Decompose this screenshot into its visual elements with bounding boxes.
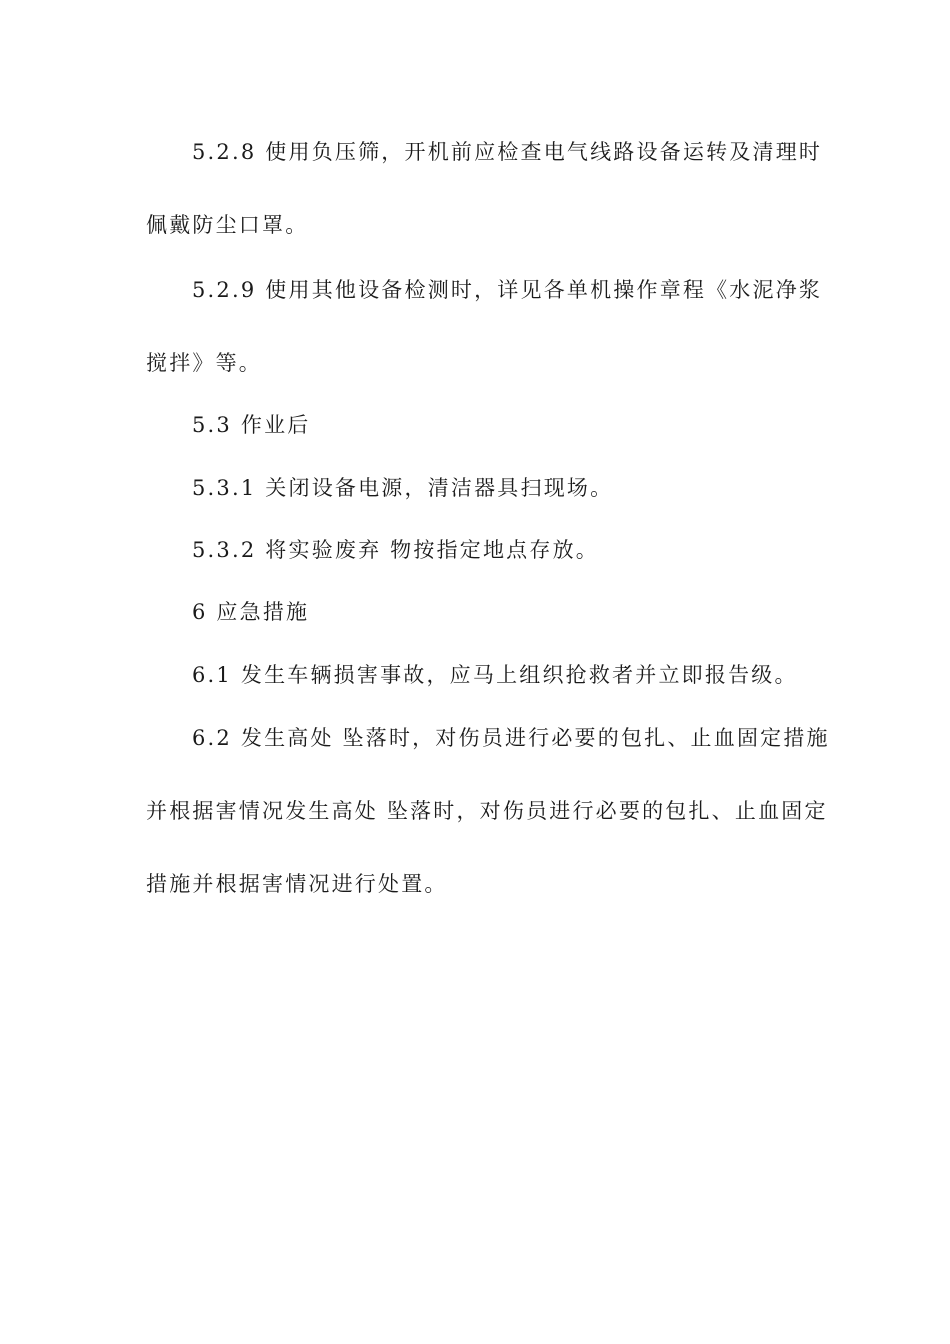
- section-6-heading: 6 应急措施: [192, 600, 310, 624]
- clause-6-2-line-3: 措施并根据害情况进行处置。: [146, 872, 448, 896]
- clause-5-2-9-line-2: 搅拌》等。: [146, 351, 262, 375]
- clause-5-2-9-line-1: 5.2.9 使用其他设备检测时，详见各单机操作章程《水泥净浆: [192, 278, 823, 302]
- clause-6-2-line-1: 6.2 发生高处 坠落时，对伤员进行必要的包扎、止血固定措施: [192, 726, 830, 750]
- clause-5-2-8-line-1: 5.2.8 使用负压筛，开机前应检查电气线路设备运转及清理时: [192, 140, 823, 164]
- clause-5-2-8-line-2: 佩戴防尘口罩。: [146, 213, 309, 237]
- section-5-3-heading: 5.3 作业后: [192, 413, 311, 437]
- clause-5-3-2: 5.3.2 将实验废弃 物按指定地点存放。: [192, 538, 599, 562]
- clause-5-3-1: 5.3.1 关闭设备电源，清洁器具扫现场。: [192, 476, 614, 500]
- clause-6-1: 6.1 发生车辆损害事故，应马上组织抢救者并立即报告级。: [192, 663, 798, 687]
- clause-6-2-line-2: 并根据害情况发生高处 坠落时，对伤员进行必要的包扎、止血固定: [146, 799, 828, 823]
